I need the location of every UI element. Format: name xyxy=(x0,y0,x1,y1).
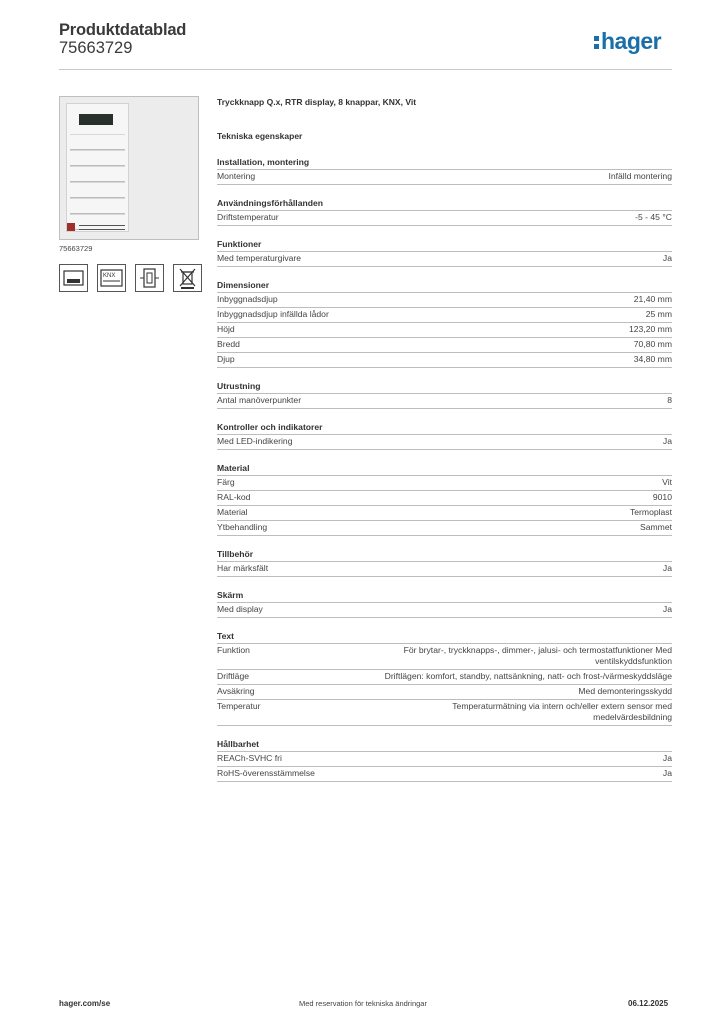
spec-value: Driftlägen: komfort, standby, nattsänkning, natt- och frost-/värmeskyddsläge xyxy=(384,671,672,681)
image-caption: 75663729 xyxy=(59,244,93,253)
spec-label: Temperatur xyxy=(217,701,261,711)
spec-value: Infälld montering xyxy=(608,171,672,181)
spec-label: Material xyxy=(217,507,248,517)
spec-section xyxy=(217,589,672,618)
spec-row xyxy=(217,323,672,338)
spec-section xyxy=(217,548,672,577)
footer-date: 06.12.2025 xyxy=(628,999,669,1008)
footer-website[interactable]: hager.com/se xyxy=(59,999,111,1008)
spec-row xyxy=(217,562,672,577)
technical-properties-heading: Tekniska egenskaper xyxy=(217,131,303,141)
spec-row xyxy=(217,170,672,185)
logo-text: hager xyxy=(601,28,662,54)
spec-label: Med LED-indikering xyxy=(217,436,293,446)
spec-row xyxy=(217,353,672,368)
section-title: Text xyxy=(217,630,672,644)
spec-label: Inbyggnadsdjup xyxy=(217,294,278,304)
section-title: Utrustning xyxy=(217,380,672,394)
spec-label: Bredd xyxy=(217,339,240,349)
spec-section xyxy=(217,630,672,726)
spec-label: Avsäkring xyxy=(217,686,255,696)
spec-label: Färg xyxy=(217,477,235,487)
product-image xyxy=(59,96,199,240)
spec-value: 9010 xyxy=(652,492,672,502)
spec-section xyxy=(217,738,672,782)
page-title: Produktdatablad xyxy=(59,21,187,39)
spec-label: RAL-kod xyxy=(217,492,251,502)
display-screen xyxy=(79,114,113,125)
spec-label: Har märksfält xyxy=(217,563,269,573)
product-number: 75663729 xyxy=(59,39,133,57)
spec-section xyxy=(217,421,672,450)
section-title: Kontroller och indikatorer xyxy=(217,421,672,435)
section-title: Dimensioner xyxy=(217,279,672,293)
weee-bin-icon xyxy=(173,264,202,292)
spec-value: -5 - 45 °C xyxy=(635,212,672,222)
spec-row xyxy=(217,435,672,450)
svg-text:KNX: KNX xyxy=(103,273,116,279)
spec-label: RoHS-överensstämmelse xyxy=(217,768,315,778)
spec-value: 34,80 mm xyxy=(633,354,672,364)
spec-value: 70,80 mm xyxy=(633,339,672,349)
spec-row xyxy=(217,211,672,226)
spec-label: Driftstemperatur xyxy=(217,212,279,222)
spec-section xyxy=(217,462,672,536)
spec-row xyxy=(217,644,672,670)
spec-row xyxy=(217,685,672,700)
logo-colon-icon xyxy=(594,34,600,50)
spec-row xyxy=(217,603,672,618)
spec-section xyxy=(217,238,672,267)
spec-value: Ja xyxy=(662,604,672,614)
section-title: Material xyxy=(217,462,672,476)
spec-value: För brytar-, tryckknapps-, dimmer-, jalusi- och termostatfunktioner Med ventilskyddsfunktion xyxy=(403,645,672,666)
spec-value: Med demonteringsskydd xyxy=(578,686,672,696)
led-indicator xyxy=(67,223,75,231)
section-title: Användningsförhållanden xyxy=(217,197,672,211)
spec-value: Ja xyxy=(662,563,672,573)
spec-value: Ja xyxy=(662,753,672,763)
section-title: Installation, montering xyxy=(217,156,672,170)
spec-label: Höjd xyxy=(217,324,235,334)
hager-logo xyxy=(594,28,661,55)
spec-value: Vit xyxy=(662,477,672,487)
spec-row xyxy=(217,293,672,308)
spec-value: Temperaturmätning via intern och/eller extern sensor med medelvärdesbildning xyxy=(452,701,672,722)
spec-value: Ja xyxy=(662,436,672,446)
spec-row xyxy=(217,394,672,409)
section-title: Funktioner xyxy=(217,238,672,252)
spec-value: 123,20 mm xyxy=(629,324,672,334)
spec-label: Med temperaturgivare xyxy=(217,253,302,263)
spec-value: Ja xyxy=(662,253,672,263)
section-title: Skärm xyxy=(217,589,672,603)
spec-value: 21,40 mm xyxy=(633,294,672,304)
spec-section xyxy=(217,197,672,226)
spec-value: Termoplast xyxy=(629,507,672,517)
spec-label: Montering xyxy=(217,171,256,181)
spec-row xyxy=(217,506,672,521)
section-title: Hållbarhet xyxy=(217,738,672,752)
spec-value: Sammet xyxy=(640,522,672,532)
spec-row xyxy=(217,308,672,323)
spec-value: Ja xyxy=(662,768,672,778)
header-divider xyxy=(59,69,672,70)
spec-row xyxy=(217,700,672,726)
product-name: Tryckknapp Q.x, RTR display, 8 knappar, KNX, Vit xyxy=(217,97,417,107)
spec-label: REACh-SVHC fri xyxy=(217,753,282,763)
spec-label: Ytbehandling xyxy=(217,522,268,532)
spec-label: Antal manöverpunkter xyxy=(217,395,302,405)
wall-box-icon xyxy=(59,264,88,292)
spec-section xyxy=(217,380,672,409)
spec-value: 25 mm xyxy=(645,309,672,319)
knx-bus-icon xyxy=(97,264,126,292)
section-title: Tillbehör xyxy=(217,548,672,562)
spec-row xyxy=(217,491,672,506)
footer-note: Med reservation för tekniska ändringar xyxy=(299,999,427,1008)
spec-row xyxy=(217,338,672,353)
spec-row xyxy=(217,252,672,267)
spec-label: Djup xyxy=(217,354,235,364)
spec-section xyxy=(217,279,672,368)
spec-section xyxy=(217,156,672,185)
spec-label: Driftläge xyxy=(217,671,249,681)
spec-table xyxy=(217,156,672,794)
flush-mount-icon xyxy=(135,264,164,292)
spec-row xyxy=(217,476,672,491)
spec-row xyxy=(217,521,672,536)
spec-value: 8 xyxy=(667,395,672,405)
spec-label: Inbyggnadsdjup infällda lådor xyxy=(217,309,329,319)
spec-label: Med display xyxy=(217,604,263,614)
push-button-plate xyxy=(66,103,129,232)
spec-row xyxy=(217,752,672,767)
spec-label: Funktion xyxy=(217,645,250,655)
spec-row xyxy=(217,767,672,782)
spec-row xyxy=(217,670,672,685)
